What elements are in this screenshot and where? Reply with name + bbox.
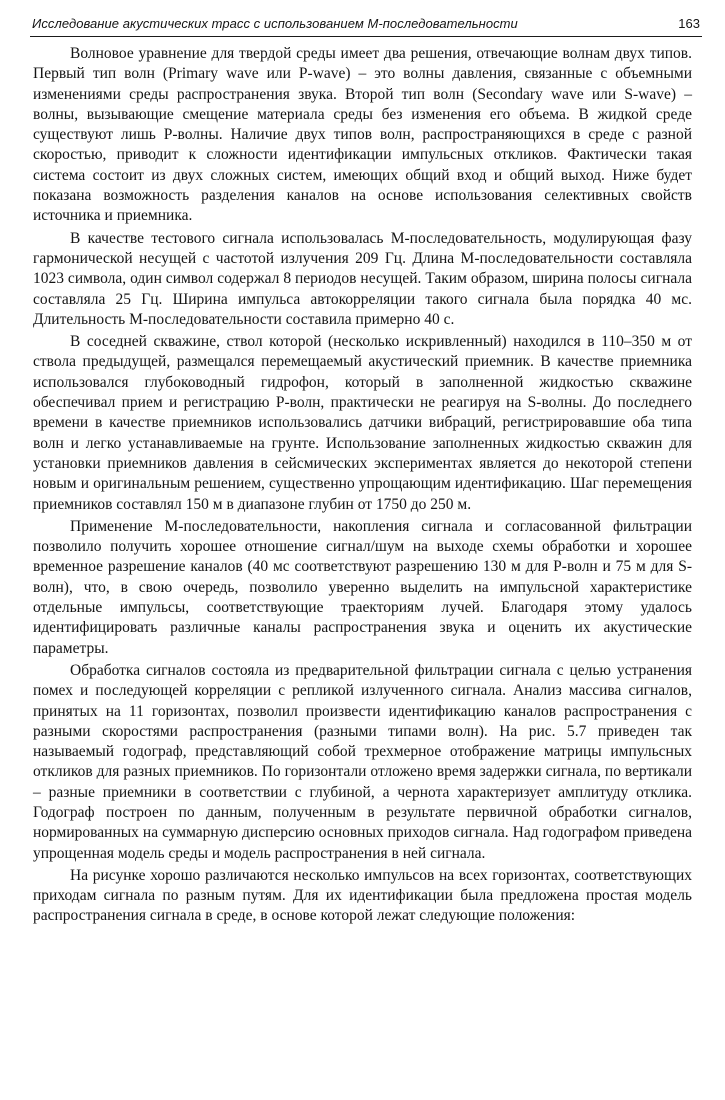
- paragraph-receiver: В соседней скважине, ствол которой (несколько искривленный) находился в 110–350 м от ствола предыдущей, размещался перемещаемый акустический приемник. В качестве приемника использовался глубоководный гидрофон, который в заполненной жидкостью скважине обеспечивал прием и регистрацию P-волн, практически не реагируя на S-волны. До последнего времени в качестве приемников использовались датчики вибраций, регистрировавшие оба типа волн и легко устанавливаемые на грунте. Использование заполненных жидкостью скважин для установки приемников давления в сейсмических экспериментах является до некоторой степени новым и оригинальным решением, существенно упрощающим идентификацию. Шаг перемещения приемников составлял 150 м в диапазоне глубин от 1750 до 250 м.: [33, 333, 692, 513]
- running-title: Исследование акустических трасс с использованием М-последовательности: [32, 16, 518, 31]
- paragraph-signal-processing: Обработка сигналов состояла из предварительной фильтрации сигнала с целью устранения помех и последующей корреляции с репликой излученного сигнала. Анализ массива сигналов, принятых на 11 горизонтах, позволил произвести идентификацию каналов распространения с разными скоростями распространения (разными типами волн). На рис. 5.7 приведен так называемый годограф, представляющий собой трехмерное отображение матрицы импульсных откликов для разных приемников. По горизонтали отложено время задержки сигнала, по вертикали – разные приемники в соответствии с глубиной, а чернота характеризует амплитуду отклика. Годограф построен по данным, полученным в результате первичной обработки сигналов, нормированных на суммарную дисперсию основных приходов сигнала. Над годографом приведена упрощенная модель среды и модель распространения в ней сигнала.: [33, 661, 692, 862]
- paragraph-model-intro: На рисунке хорошо различаются несколько импульсов на всех горизонтах, соответствующих приходам сигнала по разным путям. Для их идентификации была предложена простая модель распространения сигнала в среде, в основе которой лежат следующие положения:: [33, 866, 692, 925]
- paragraph-m-sequence-application: Применение М-последовательности, накопления сигнала и согласованной фильтрации позволило получить хорошее отношение сигнал/шум на выходе схемы обработки и хорошее временное разрешение каналов (40 мс соответствуют разрешению 130 м для P-волн и 75 м для S-волн), что, в свою очередь, позволило уверенно выделить на импульсной характеристике отдельные импульсы, соответствующие траекториям лучей. Благодаря этому удалось идентифицировать различные каналы распространения звука и оценить их акустические параметры.: [33, 517, 692, 657]
- paragraph-wave-types: Волновое уравнение для твердой среды имеет два решения, отвечающие волнам двух типов. Первый тип волн (Primary wave или P-wave) – это волны давления, связанные с объемными изменениями среды распространения звука. Второй тип волн (Secondary wave или S-wave) – волны, вызывающие смещение материала среды без изменения его объема. В жидкой среде существуют лишь P-волны. Наличие двух типов волн, распространяющихся в среде с разной скоростью, приводит к сложности идентификации импульсных откликов. Фактически такая система состоит из двух сложных систем, имеющих общий вход и общий выход. Ниже будет показана возможность разделения каналов на основе использования селективных свойств источника и приемника.: [33, 45, 692, 225]
- running-header: [30, 12, 702, 37]
- page-number: 163: [678, 16, 700, 31]
- paragraph-test-signal: В качестве тестового сигнала использовалась М-последовательность, модулирующая фазу гармонической несущей с частотой излучения 209 Гц. Длина М-последовательности составляла 1023 символа, один символ содержал 8 периодов несущей. Таким образом, ширина полосы сигнала составляла 25 Гц. Ширина импульса автокорреляции такого сигнала была порядка 40 мс. Длительность М-последовательности составила примерно 40 с.: [33, 229, 692, 328]
- body-text: [33, 44, 692, 927]
